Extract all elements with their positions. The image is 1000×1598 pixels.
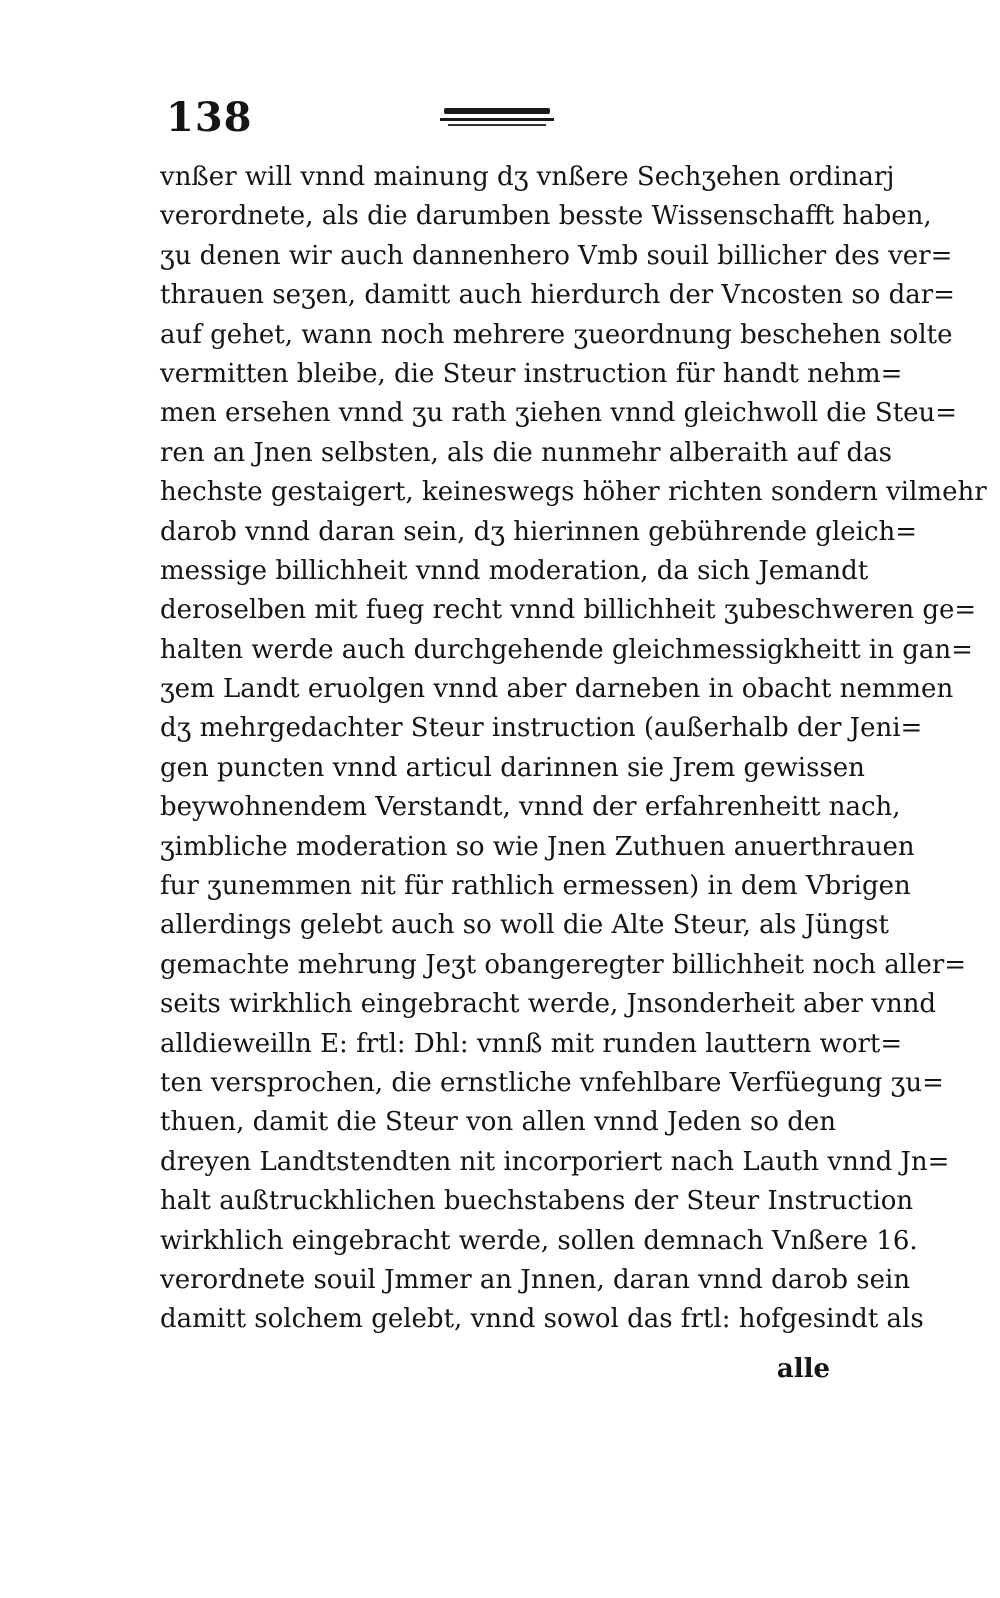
- text-line: gen puncten vnnd articul darinnen sie Jrem gewissen: [160, 752, 865, 783]
- text-line: wirkhlich eingebracht werde, sollen demnach Vnßere 16.: [160, 1225, 918, 1256]
- text-line: beywohnendem Verstandt, vnnd der erfahrenheitt nach,: [160, 792, 901, 823]
- text-line: ʒu denen wir auch dannenhero Vmb souil billicher des ver=: [160, 240, 953, 271]
- ornament-rule-thin: [448, 124, 546, 126]
- text-line: ren an Jnen selbsten, als die nunmehr alberaith auf das: [160, 437, 892, 468]
- text-line: gemachte mehrung Jeʒt obangeregter billichheit noch aller=: [160, 949, 967, 980]
- text-line: damitt solchem gelebt, vnnd sowol das frtl: hofgesindt als: [160, 1304, 924, 1335]
- text-line: halten werde auch durchgehende gleichmessigkheitt in gan=: [160, 634, 973, 665]
- page-number: 138: [166, 94, 253, 141]
- text-line: fur ʒunemmen nit für rathlich ermessen) in dem Vbrigen: [160, 871, 911, 902]
- catchword: alle: [776, 1354, 830, 1384]
- text-line: darob vnnd daran sein, dʒ hierinnen gebührende gleich=: [160, 516, 918, 547]
- text-line: deroselben mit fueg recht vnnd billichheit ʒubeschweren ge=: [160, 595, 977, 626]
- text-line: alldieweilln E: frtl: Dhl: vnnß mit runden lauttern wort=: [160, 1028, 903, 1059]
- text-line: verordnete souil Jmmer an Jnnen, daran vnnd darob sein: [160, 1264, 911, 1295]
- text-line: verordnete, als die darumben besste Wissenschafft haben,: [160, 201, 932, 232]
- text-line: ʒem Landt eruolgen vnnd aber darneben in obacht nemmen: [160, 674, 954, 705]
- text-line: ʒimbliche moderation so wie Jnen Zuthuen anuerthrauen: [160, 831, 915, 862]
- text-line: halt außtruckhlichen buechstabens der Steur Instruction: [160, 1186, 914, 1217]
- text-line: vnßer will vnnd mainung dʒ vnßere Sechʒehen ordinarj: [160, 162, 895, 192]
- text-line: dʒ mehrgedachter Steur instruction (außerhalb der Jeni=: [160, 713, 923, 744]
- text-line: allerdings gelebt auch so woll die Alte Steur, als Jüngst: [160, 910, 889, 941]
- text-line: seits wirkhlich eingebracht werde, Jnsonderheit aber vnnd: [160, 989, 937, 1020]
- ornament-rule-thick: [444, 108, 550, 114]
- text-line: auf gehet, wann noch mehrere ʒueordnung beschehen solte: [160, 319, 953, 350]
- text-line: dreyen Landtstendten nit incorporiert nach Lauth vnnd Jn=: [160, 1146, 950, 1177]
- text-line: thrauen seʒen, damitt auch hierdurch der Vncosten so dar=: [160, 280, 955, 311]
- text-line: thuen, damit die Steur von allen vnnd Jeden so den: [160, 1107, 836, 1138]
- text-line: hechste gestaigert, keineswegs höher richten sondern vilmehr: [160, 477, 987, 508]
- text-line: messige billichheit vnnd moderation, da sich Jemandt: [160, 555, 869, 586]
- ornament-rule-middle: [440, 118, 554, 121]
- header-ornament: [440, 108, 554, 130]
- body-text: [160, 158, 987, 1340]
- text-line: men ersehen vnnd ʒu rath ʒiehen vnnd gleichwoll die Steu=: [160, 398, 958, 429]
- text-line: ten versprochen, die ernstliche vnfehlbare Verfüegung ʒu=: [160, 1067, 944, 1098]
- text-line: vermitten bleibe, die Steur instruction für handt nehm=: [160, 358, 903, 389]
